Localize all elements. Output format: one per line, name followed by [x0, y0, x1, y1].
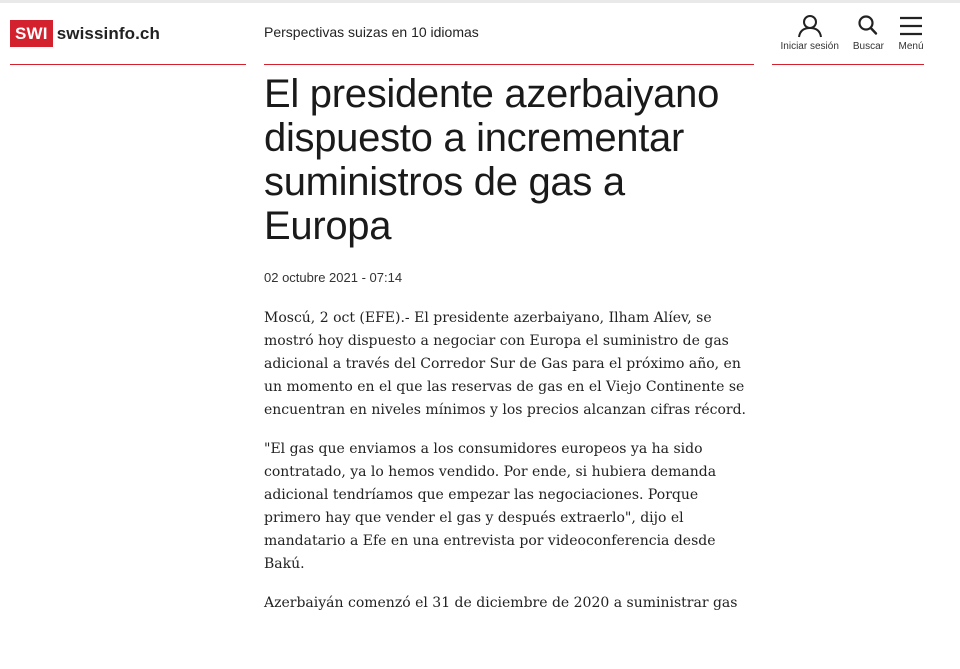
header-divider-left — [10, 64, 246, 65]
header-actions — [781, 14, 924, 52]
article-paragraph: "El gas que enviamos a los consumidores europeos ya ha sido contratado, ya lo hemos vendido. Por ende, si hubiera demanda adicional tendríamos que empezar las negociaciones. Porque primero hay que vender el gas y después extraerlo", dijo el mandatario a Efe en una entrevista por videoconferencia desde Bakú. — [264, 441, 717, 572]
user-icon — [797, 14, 823, 38]
article-title: El presidente azerbaiyano dispuesto a incrementar suministros de gas a Europa — [264, 72, 720, 248]
logo-mark: SWI — [10, 20, 53, 47]
header-divider-main — [264, 64, 754, 65]
top-border — [0, 0, 960, 3]
search-icon — [855, 14, 881, 38]
login-button[interactable] — [781, 14, 839, 52]
article-paragraph: Azerbaiyán comenzó el 31 de diciembre de 2020 a suministrar gas — [264, 595, 738, 611]
search-label: Buscar — [852, 41, 884, 52]
article-paragraph: Moscú, 2 oct (EFE).- El presidente azerbaiyano, Ilham Alíev, se mostró hoy dispuesto a negociar con Europa el suministro de gas adicional a través del Corredor Sur de Gas para el próximo año, en un momento en el que las reservas de gas en el Viejo Continente se encuentran en niveles mínimos y los precios alcanzan cifras récord. — [264, 310, 746, 418]
article — [264, 72, 754, 615]
logo-text: swissinfo.ch — [56, 23, 160, 43]
search-button[interactable] — [853, 14, 884, 52]
site-tagline: Perspectivas suizas en 10 idiomas — [264, 24, 479, 40]
site-logo[interactable] — [10, 20, 160, 47]
article-date: 02 octubre 2021 - 07:14 — [264, 270, 403, 285]
header-divider-right — [772, 64, 924, 65]
menu-label: Menú — [898, 41, 924, 52]
login-label: Iniciar sesión — [780, 41, 839, 52]
menu-button[interactable] — [898, 14, 924, 52]
menu-icon — [898, 14, 924, 38]
